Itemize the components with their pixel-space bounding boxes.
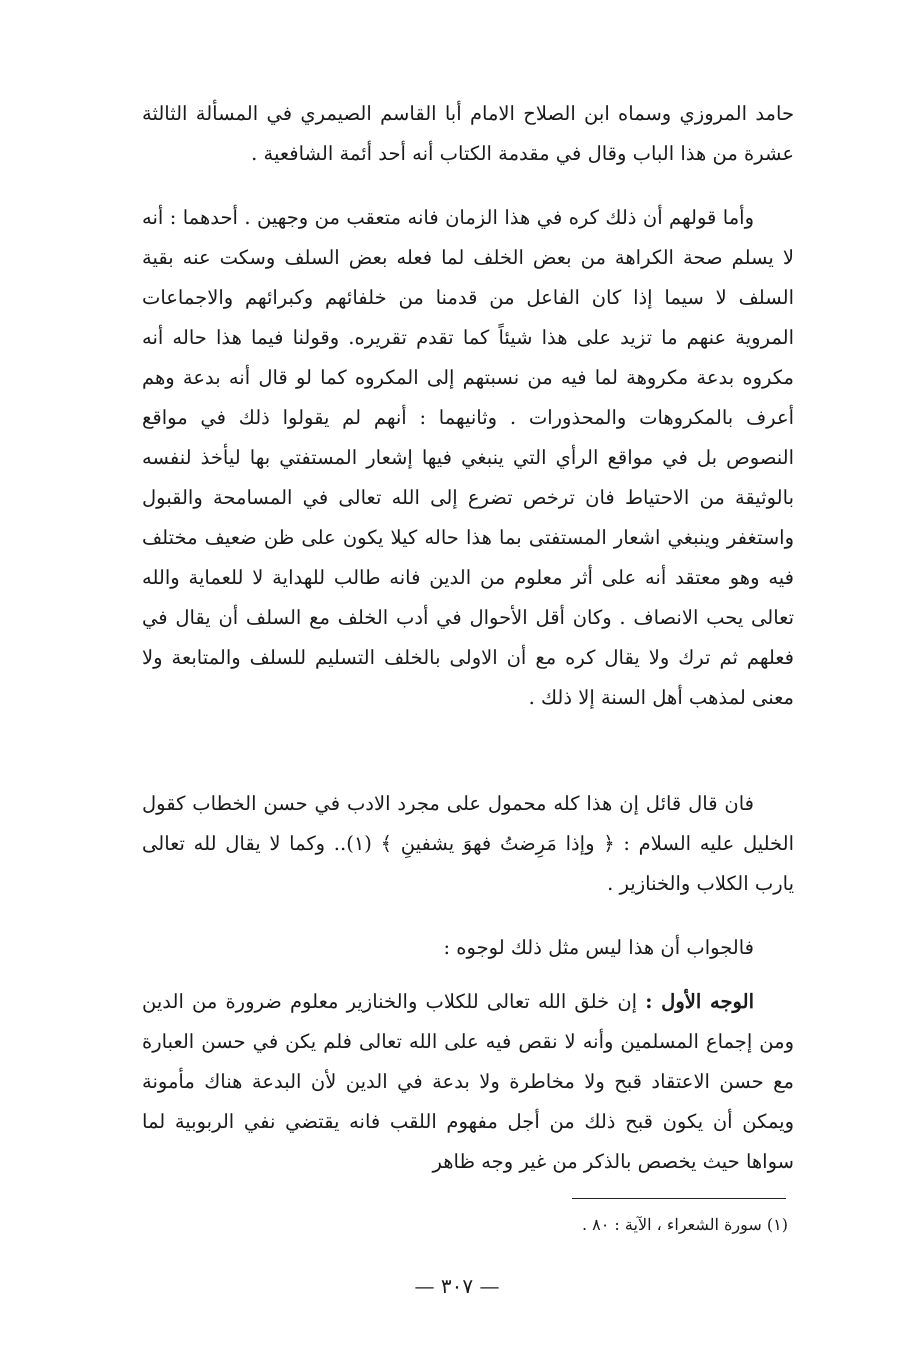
paragraph-answer-intro: فالجواب أن هذا ليس مثل ذلك لوجوه : [443,936,754,959]
first-aspect-text: إن خلق الله تعالى للكلاب والخنازير معلوم ضرورة من الدين ومن إجماع المسلمين وأنه لا نقص فيه على الله تعالى فلم يكن في حسن العبارة مع حسن الاعتقاد قبح ولا مخاطرة ولا بدعة في الدين لأن البدعة هناك مأمونة ويمكن أن يكون قبح ذلك من أجل مفهوم اللقب فانه يقتضي نفي الربوبية لما سواها حيث يخصص بالذكر من غير وجه ظاهر [142,990,794,1173]
page-number: — ٣٠٧ — [414,1274,500,1298]
paragraph-two-aspects: وأما قولهم أن ذلك كره في هذا الزمان فانه متعقب من وجهين . أحدهما : أنه لا يسلم صحة الكراهة من بعض الخلف لما فعله بعض السلف وسكت عنه بقية السلف لا سيما إذا كان الفاعل من قدمنا من خلفائهم وكبرائهم والاجماعات المروية عنهم ما تزيد على هذا شيئاً كما تقدم تقريره. وقولنا فيما هذا حاله أنه مكروه بدعة مكروهة لما فيه من نسبتهم إلى المكروه كما لو قال أنه بدعة وهم أعرف بالمكروهات والمحذورات . وثانيهما : أنهم لم يقولوا ذلك في مواقع النصوص بل في مواقع الرأي التي ينبغي فيها إشعار المستفتي بها ليأخذ لنفسه بالوثيقة من الاحتياط فان ترخص تضرع إلى الله تعالى في المسامحة والقبول واستغفر وينبغي اشعار المستفتى بما هذا حاله كيلا يكون على ظن ضعيف مختلف فيه وهو معتقد أنه على أثر معلوم من الدين فانه طالب للهداية لا للعماية والله تعالى يحب الانصاف . وكان أقل الأحوال في أدب الخلف مع السلف أن يقال في فعلهم ثم ترك ولا يقال كره مع أن الاولى بالخلف التسليم للسلف والمتابعة ولا معنى لمذهب أهل السنة إلا ذلك . [142,206,794,709]
paragraph-first-aspect [142,982,794,1182]
footnote: (١) سورة الشعراء ، الآية : ٨٠ . [581,1215,788,1234]
first-aspect-label: الوجه الأول : [645,990,754,1013]
paragraph-objection: فان قال قائل إن هذا كله محمول على مجرد الادب في حسن الخطاب كقول الخليل عليه السلام : ﴿ وإذا مَرِضتُ فهوَ يشفينِ ﴾ (١).. وكما لا يقال لله تعالى يارب الكلاب والخنازير . [142,792,794,895]
footnote-divider [572,1198,786,1199]
paragraph-continuation: حامد المروزي وسماه ابن الصلاح الامام أبا القاسم الصيمري في المسألة الثالثة عشرة من هذا الباب وقال في مقدمة الكتاب أنه أحد أئمة الشافعية . [142,102,794,165]
